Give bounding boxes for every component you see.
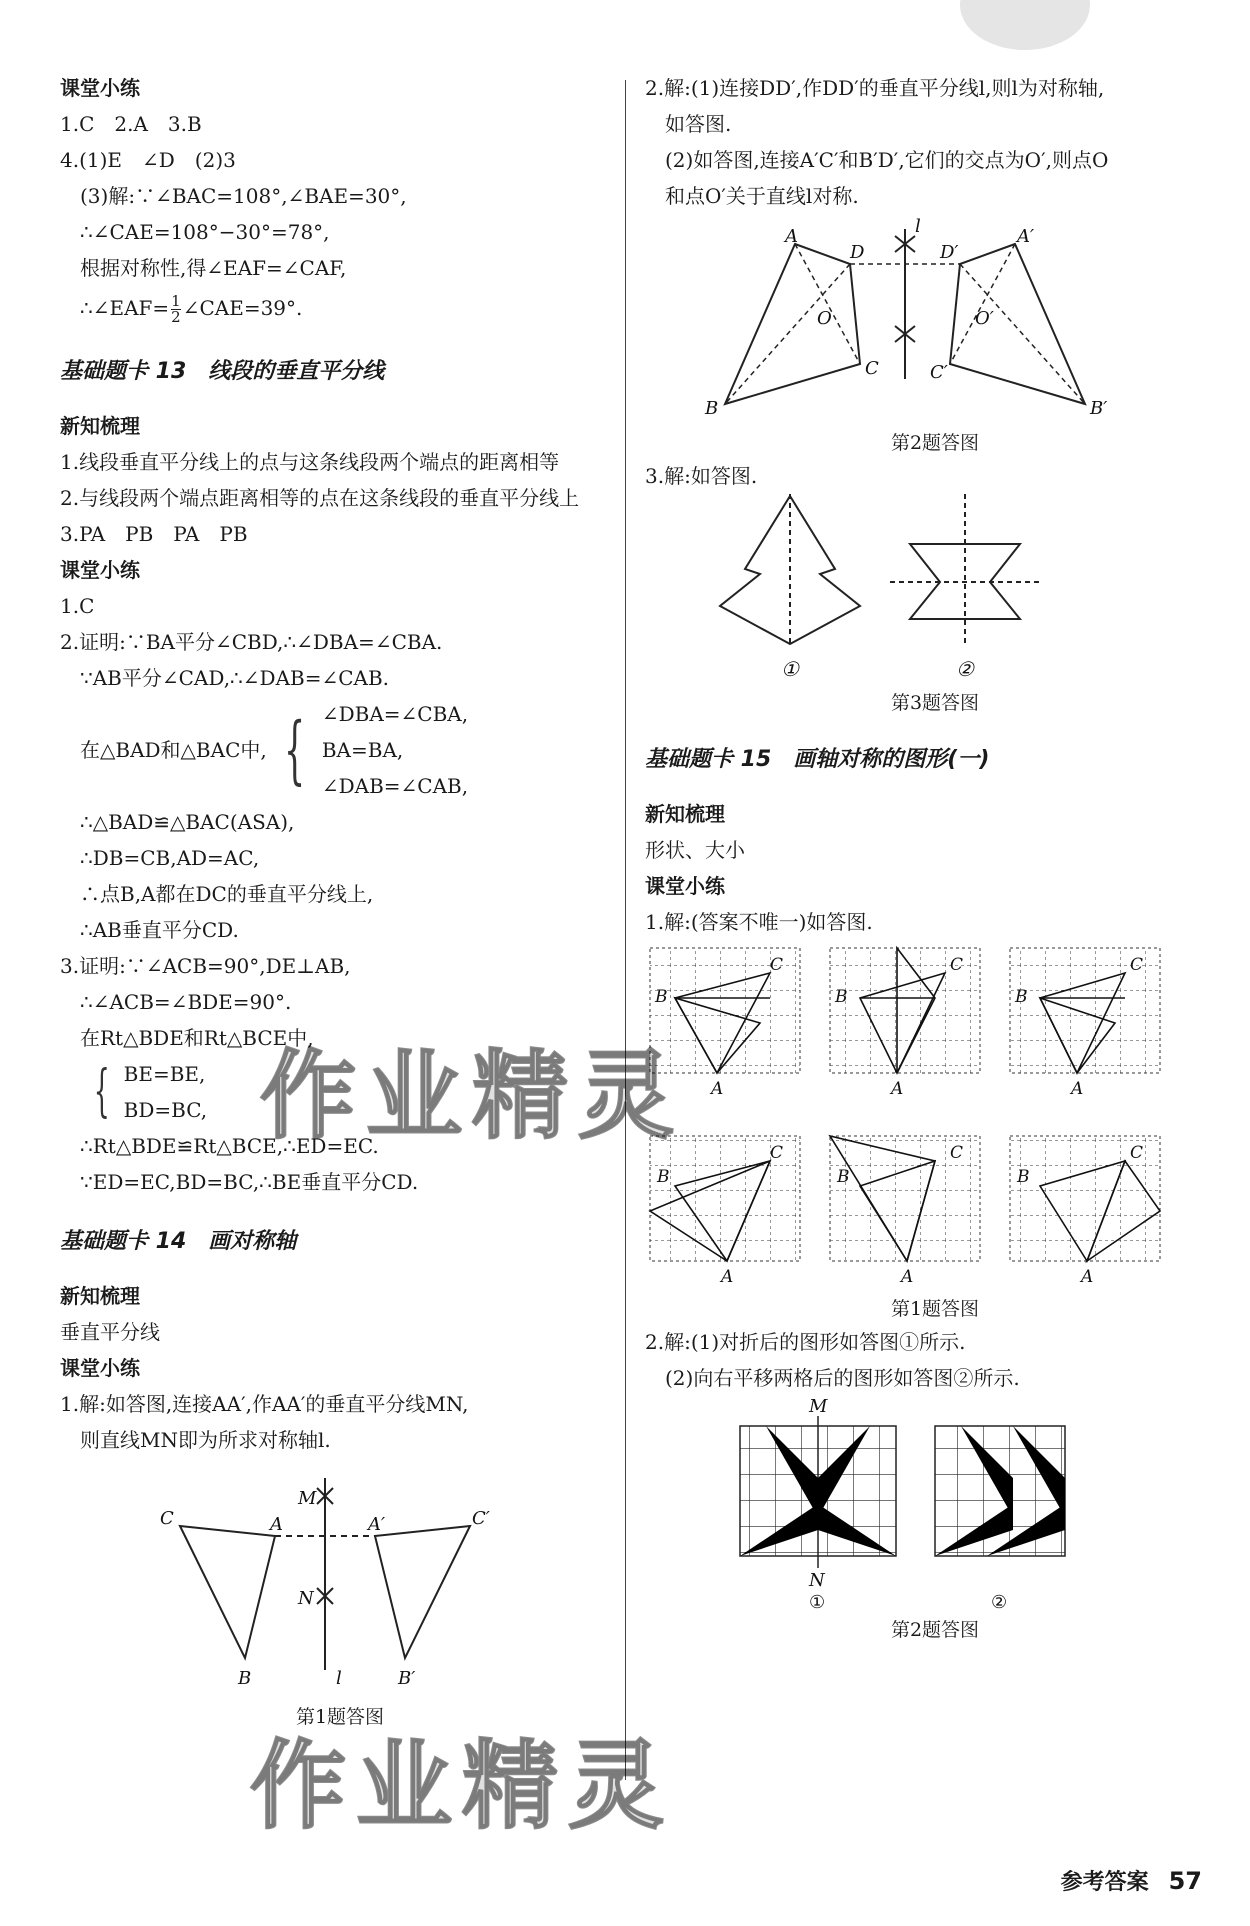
answer-line: ∴DB=CB,AD=AC, (80, 846, 260, 870)
label-a-prime: A′ (368, 1514, 386, 1535)
figure-15-2 (645, 1396, 1225, 1645)
answer-line: ∠DAB=∠CAB, (321, 774, 469, 798)
answer-line (60, 286, 620, 330)
section-heading: 课堂小练 (60, 1356, 140, 1380)
answer-line: (2)向右平移两格后的图形如答图②所示. (665, 1366, 1020, 1390)
page-number: 57 (1168, 1867, 1202, 1895)
label-b: B (837, 1167, 850, 1187)
label-n: N (809, 1570, 825, 1591)
answer-line: 和点O′关于直线l对称. (665, 184, 859, 208)
answer-line: ∵ED=EC,BD=BC,∴BE垂直平分CD. (80, 1170, 419, 1194)
label-b: B (1015, 987, 1028, 1007)
figure-caption: 第2题答图 (890, 432, 980, 454)
label-shape-2: ② (956, 657, 974, 681)
label-o-prime: O′ (975, 308, 994, 329)
label-a: A (711, 1079, 724, 1099)
label-c: C (1130, 955, 1144, 975)
label-a-prime: A′ (1017, 226, 1035, 247)
label-c: C (1130, 1143, 1144, 1163)
label-b: B (1017, 1167, 1030, 1187)
top-decoration (960, 0, 1090, 50)
label-l: l (915, 216, 921, 237)
symmetry-axis-diagram (60, 1458, 620, 1698)
answer-line: (2)如答图,连接A′C′和B′D′,它们的交点为O′,则点O (665, 148, 1109, 172)
brace-symbol: { (93, 1059, 110, 1124)
label-m: M (298, 1488, 317, 1509)
quadrilateral-symmetry-diagram (645, 214, 1225, 424)
answer-line: (3)解:∵∠BAC=108°,∠BAE=30°, (80, 184, 407, 208)
label-b: B (655, 987, 668, 1007)
left-column (60, 70, 620, 1732)
label-b-prime: B′ (1090, 398, 1108, 419)
answer-line: 2.解:(1)对折后的图形如答图①所示. (645, 1330, 966, 1354)
right-column (645, 70, 1225, 1645)
brace-symbol: { (283, 707, 305, 793)
quad-left (725, 244, 860, 404)
label-a: A (891, 1079, 904, 1099)
figure-caption: 第1题答图 (295, 1706, 385, 1728)
answer-line: 1.解:(答案不唯一)如答图. (645, 910, 873, 934)
label-c: C (865, 358, 879, 379)
figure-14-1 (60, 1458, 620, 1732)
label-b: B (835, 987, 848, 1007)
answer-line: BE=BE, (123, 1062, 206, 1086)
section-heading: 课堂小练 (645, 874, 725, 898)
label-a: A (901, 1267, 914, 1287)
answer-line: 2.与线段两个端点距离相等的点在这条线段的垂直平分线上 (60, 486, 580, 510)
label-a: A (721, 1267, 734, 1287)
answer-line: BA=BA, (321, 738, 404, 762)
numerator: 1 (171, 292, 181, 310)
label-b: B (657, 1167, 670, 1187)
answer-line: ∴Rt△BDE≌Rt△BCE,∴ED=EC. (80, 1134, 379, 1158)
brace-system (60, 696, 620, 804)
answer-line: BD=BC, (123, 1098, 208, 1122)
answer-line: 4.(1)E ∠D (2)3 (60, 148, 236, 172)
answer-line: ∴∠CAE=108°−30°=78°, (80, 220, 330, 244)
figure-15-1 (645, 940, 1225, 1324)
quad-right (950, 244, 1085, 404)
label-figure-1: ① (809, 1592, 826, 1611)
label-shape-1: ① (781, 657, 799, 681)
brace-lines (124, 1056, 208, 1128)
grid-row-2 (650, 1136, 1160, 1261)
watermark: 作业精灵 (250, 1730, 674, 1842)
figure-caption: 第1题答图 (890, 1298, 980, 1320)
label-c: C (950, 955, 964, 975)
label-a: A (1071, 1079, 1084, 1099)
label-l: l (336, 1668, 342, 1689)
answer-line: 1.解:如答图,连接AA′,作AA′的垂直平分线MN, (60, 1392, 469, 1416)
label-o: O (817, 308, 832, 329)
card-title-14: 基础题卡 14 画对称轴 (60, 1229, 297, 1254)
answer-line: 3.PA PB PA PB (60, 522, 248, 546)
label-b: B (705, 398, 719, 419)
answer-line: 1.C (60, 594, 95, 618)
denominator: 2 (171, 308, 181, 326)
answer-line: 在Rt△BDE和Rt△BCE中, (80, 1026, 314, 1050)
answer-line: ∵AB平分∠CAD,∴∠DAB=∠CAB. (80, 666, 390, 690)
fold-translate-diagram (645, 1396, 1225, 1611)
diag-bd-prime (960, 264, 1085, 404)
label-a: A (1081, 1267, 1094, 1287)
answer-line: ∴△BAD≌△BAC(ASA), (80, 810, 295, 834)
label-c: C (770, 955, 784, 975)
answer-line: 垂直平分线 (60, 1320, 160, 1344)
label-c: C (160, 1508, 174, 1529)
label-c: C (950, 1143, 964, 1163)
label-a: A (785, 226, 798, 247)
figure-caption: 第3题答图 (890, 692, 980, 714)
answer-line: 3.证明:∵∠ACB=90°,DE⊥AB, (60, 954, 351, 978)
label-figure-2: ② (991, 1592, 1008, 1611)
fraction (171, 294, 181, 325)
answer-line: 1.线段垂直平分线上的点与这条线段两个端点的距离相等 (60, 450, 560, 474)
answer-line: ∴∠ACB=∠BDE=90°. (80, 990, 292, 1014)
figure-caption: 第2题答图 (890, 1619, 980, 1641)
label-c-prime: C′ (930, 362, 948, 383)
label-c: C (770, 1143, 784, 1163)
answer-text: ∠CAE=39°. (182, 296, 303, 320)
section-heading: 新知梳理 (645, 802, 725, 826)
label-n: N (298, 1588, 314, 1609)
answer-line: ∠DBA=∠CBA, (321, 702, 469, 726)
triangle-left (180, 1526, 275, 1658)
answer-line: 1.C 2.A 3.B (60, 112, 202, 136)
label-d: D (850, 242, 865, 263)
diag-bd (725, 264, 850, 404)
section-heading: 新知梳理 (60, 414, 140, 438)
answer-line: 根据对称性,得∠EAF=∠CAF, (80, 256, 347, 280)
label-d-prime: D′ (940, 242, 959, 263)
answer-line: 在△BAD和△BAC中, (80, 738, 267, 762)
label-b: B (238, 1668, 252, 1689)
label-b-prime: B′ (398, 1668, 416, 1689)
card-title-15: 基础题卡 15 画轴对称的图形(一) (645, 747, 990, 772)
answer-line: 则直线MN即为所求对称轴l. (80, 1428, 331, 1452)
label-m: M (809, 1396, 828, 1417)
triangle-right (375, 1526, 470, 1658)
answer-line: 3.解:如答图. (645, 464, 758, 488)
footer-label: 参考答案 (1060, 1870, 1149, 1895)
figure-r3 (645, 494, 1225, 718)
answer-line: 如答图. (665, 112, 732, 136)
column-divider (625, 80, 626, 1780)
answer-line: 形状、大小 (645, 838, 745, 862)
diag-ac-prime (950, 244, 1015, 364)
answer-line: ∴AB垂直平分CD. (80, 918, 239, 942)
page-footer (1061, 1865, 1202, 1896)
answer-text: ∴∠EAF= (80, 296, 170, 320)
section-heading: 课堂小练 (60, 76, 140, 100)
fold-shapes-diagram (645, 494, 1225, 684)
answer-line: 2.证明:∵BA平分∠CBD,∴∠DBA=∠CBA. (60, 630, 443, 654)
card-title-13: 基础题卡 13 线段的垂直平分线 (60, 359, 385, 384)
figure-r2 (645, 214, 1225, 458)
label-a: A (270, 1514, 283, 1535)
label-c-prime: C′ (472, 1508, 490, 1529)
section-heading: 课堂小练 (60, 558, 140, 582)
watermark: 作业精灵 (260, 1040, 684, 1152)
answer-line: ∴点B,A都在DC的垂直平分线上, (80, 882, 374, 906)
answer-line: 2.解:(1)连接DD′,作DD′的垂直平分线l,则l为对称轴, (645, 76, 1105, 100)
grid-triangles-diagram (645, 940, 1225, 1290)
section-heading: 新知梳理 (60, 1284, 140, 1308)
brace-lines (322, 696, 468, 804)
